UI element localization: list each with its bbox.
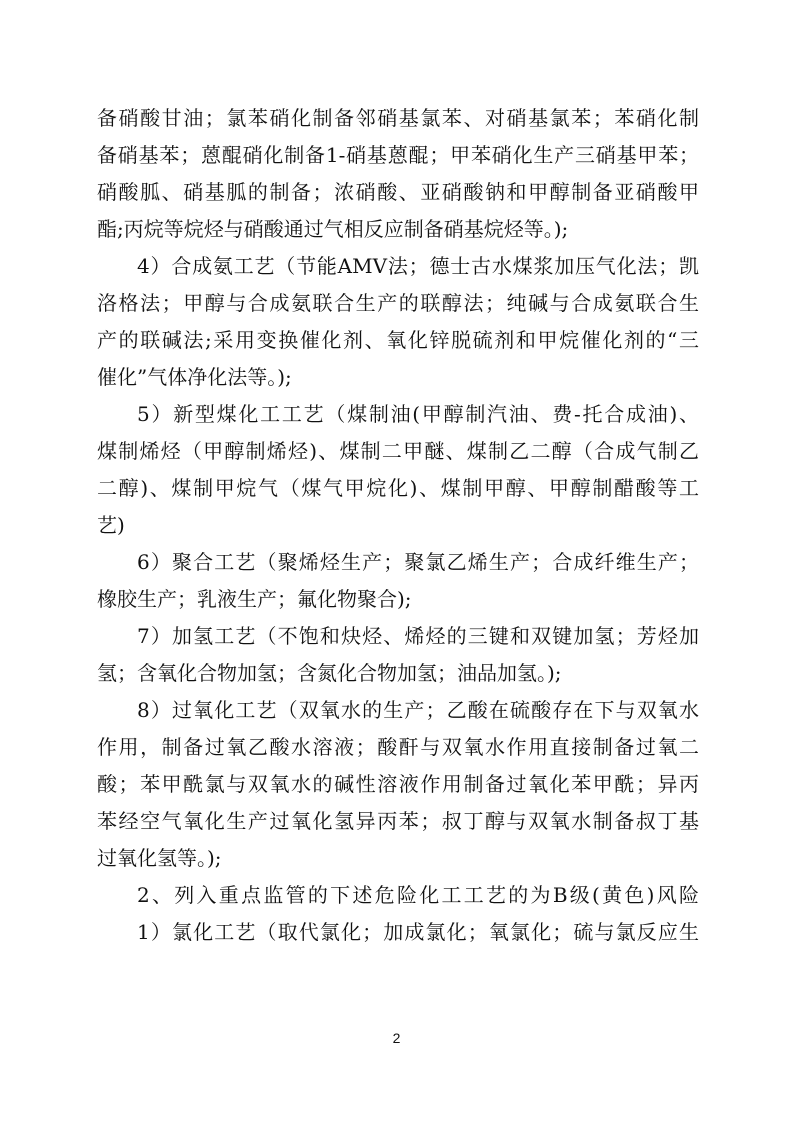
text-line: 6）聚合工艺（聚烯烃生产；聚氯乙烯生产；合成纤维生产； [137,550,699,574]
paragraph-item-5-coal-chemical [97,396,699,544]
text-line: 8）过氧化工艺（双氧水的生产；乙酸在硫酸存在下与双氧水 [137,698,699,722]
text-line: 二醇)、煤制甲烷气（煤气甲烷化)、煤制甲醇、甲醇制醋酸等工 [97,476,699,500]
paragraph-item-1-chlorination [97,914,699,951]
text-line: 酸；苯甲酰氯与双氧水的碱性溶液作用制备过氧化苯甲酰；异丙 [97,772,699,796]
text-line: 艺) [97,513,125,537]
text-line: 1）氯化工艺（取代氯化；加成氯化；氧氯化；硫与氯反应生 [137,920,699,944]
text-line: 苯经空气氧化生产过氧化氢异丙苯；叔丁醇与双氧水制备叔丁基 [97,809,699,833]
text-line: 过氧化氢等。); [97,846,222,870]
text-line: 煤制烯烃（甲醇制烯烃)、煤制二甲醚、煤制乙二醇（合成气制乙 [97,439,699,463]
paragraph-item-8-peroxidation [97,692,699,877]
text-line: 酯;丙烷等烷烃与硝酸通过气相反应制备硝基烷烃等。); [97,217,569,241]
paragraph-item-6-polymerization [97,544,699,618]
paragraph-nitration-continuation [97,100,699,248]
text-line: 4）合成氨工艺（节能AMV法；德士古水煤浆加压气化法；凯 [137,254,699,278]
text-line: 备硝酸甘油；氯苯硝化制备邻硝基氯苯、对硝基氯苯；苯硝化制 [97,106,699,130]
text-line: 催化”气体净化法等。); [97,365,292,389]
paragraph-item-7-hydrogenation [97,618,699,692]
text-line: 产的联碱法;采用变换催化剂、氧化锌脱硫剂和甲烷催化剂的“三 [97,328,699,352]
text-line: 氢；含氧化合物加氢；含氮化合物加氢；油品加氢。); [97,661,562,685]
text-line: 备硝基苯；蒽醌硝化制备1-硝基蒽醌；甲苯硝化生产三硝基甲苯； [97,143,699,167]
text-line: 7）加氢工艺（不饱和炔烃、烯烃的三键和双键加氢；芳烃加 [137,624,699,648]
page-number: 2 [392,1030,401,1046]
paragraph-item-4-ammonia-synthesis [97,248,699,396]
text-line: 5）新型煤化工工艺（煤制油(甲醇制汽油、费-托合成油)、 [137,402,699,426]
text-line: 作用，制备过氧乙酸水溶液；酸酐与双氧水作用直接制备过氧二 [97,735,699,759]
text-line: 2、列入重点监管的下述危险化工工艺的为B级(黄色)风险 [137,883,699,907]
text-line: 洛格法；甲醇与合成氨联合生产的联醇法；纯碱与合成氨联合生 [97,291,699,315]
text-line: 硝酸胍、硝基胍的制备；浓硝酸、亚硝酸钠和甲醇制备亚硝酸甲 [97,180,699,204]
body-text [97,100,699,951]
section-2-heading [97,877,699,914]
text-line: 橡胶生产；乳液生产；氟化物聚合); [97,587,412,611]
